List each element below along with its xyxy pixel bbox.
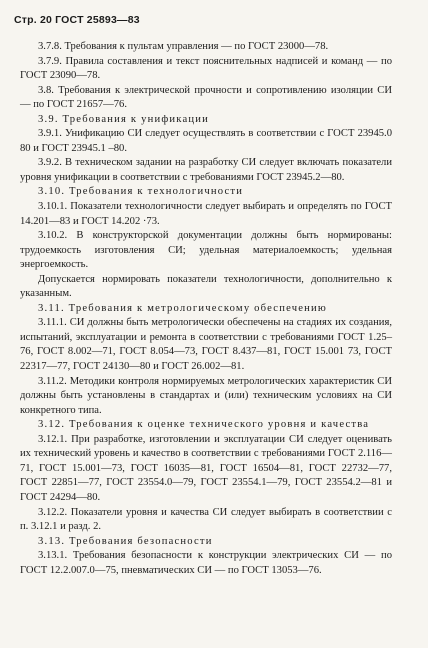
paragraph-3-8: 3.8. Требования к электрической прочности и сопротивлению изоляции СИ — по ГОСТ 21657—76. (20, 84, 392, 111)
paragraph-3-10-1: 3.10.1. Показатели технологичности следует выбирать и определять по ГОСТ 14.201—83 и ГОСТ 14.202 ·73. (20, 201, 392, 227)
document-body (20, 40, 392, 578)
section-heading-3-13: 3.13. Требования безопасности (38, 535, 213, 547)
paragraph-3-11-2: 3.11.2. Методики контроля нормируемых метрологических характеристик СИ должны быть установлены в стандартах и (или) техническим условиях на СИ конкретного типа. (20, 375, 392, 416)
section-heading-3-10: 3.10. Требования к технологичности (38, 186, 244, 198)
section-heading-3-11: 3.11. Требования к метрологическому обеспечению (38, 302, 327, 314)
paragraph-3-7-8: 3.7.8. Требования к пультам управления — по ГОСТ 23000—78. (38, 41, 329, 52)
paragraph-3-12-2: 3.12.2. Показатели уровня и качества СИ следует выбирать в соответствии с п. 3.12.1 и разд. 2. (20, 506, 392, 533)
paragraph-3-12-1: 3.12.1. При разработке, изготовлении и эксплуатации СИ следует оценивать их технический уровень и качество в соответствии с требованиями ГОСТ 2.116—71, ГОСТ 15.001—73, ГОСТ 16035—81, ГОСТ 16504—81, ГОСТ 22732—77, ГОСТ 22851—77, ГОСТ 23554.0—79, ГОСТ 23554.1—79, ГОСТ 23554.2—81 и ГОСТ 24294—80. (20, 433, 392, 503)
section-heading-3-12: 3.12. Требования к оценке технического уровня и качества (38, 419, 370, 431)
page-header: Стр. 20 ГОСТ 25893—83 (14, 14, 140, 26)
paragraph-3-9-2: 3.9.2. В техническом задании на разработку СИ следует включать показатели уровня унификации в соответствии с требованиями ГОСТ 23945.2—80. (20, 157, 392, 183)
paragraph-3-13-1: 3.13.1. Требования безопасности к конструкции электрических СИ — по ГОСТ 12.2.007.0—75, пневматических СИ — по ГОСТ 13053—76. (20, 550, 392, 576)
section-heading-3-9: 3.9. Требования к унификации (38, 113, 209, 125)
paragraph-3-7-9: 3.7.9. Правила составления и текст пояснительных надписей и команд — по ГОСТ 23090—78. (20, 55, 392, 82)
paragraph-3-10-2: 3.10.2. В конструкторской документации должны быть нормированы: трудоемкость изготовления СИ; удельная материалоемкость; удельная энергоемкость. (20, 230, 392, 271)
paragraph-3-9-1: 3.9.1. Унификацию СИ следует осуществлять в соответствии с ГОСТ 23945.0 80 и ГОСТ 23945.1 –80. (20, 128, 392, 154)
paragraph-3-11-1: 3.11.1. СИ должны быть метрологически обеспечены на стадиях их создания, испытаний, эксплуатации и ремонта в соответствии с требованиями ГОСТ 1.25– 76, ГОСТ 8.002—71, ГОСТ 8.054—73, ГОСТ 8.437—81, ГОСТ 15.001 73, ГОСТ 22317—77, ГОСТ 24130—80 и ГОСТ 26.002—81. (20, 317, 392, 373)
paragraph-3-10-2-note: Допускается нормировать показатели технологичности, дополнительно к указанным. (20, 273, 392, 300)
